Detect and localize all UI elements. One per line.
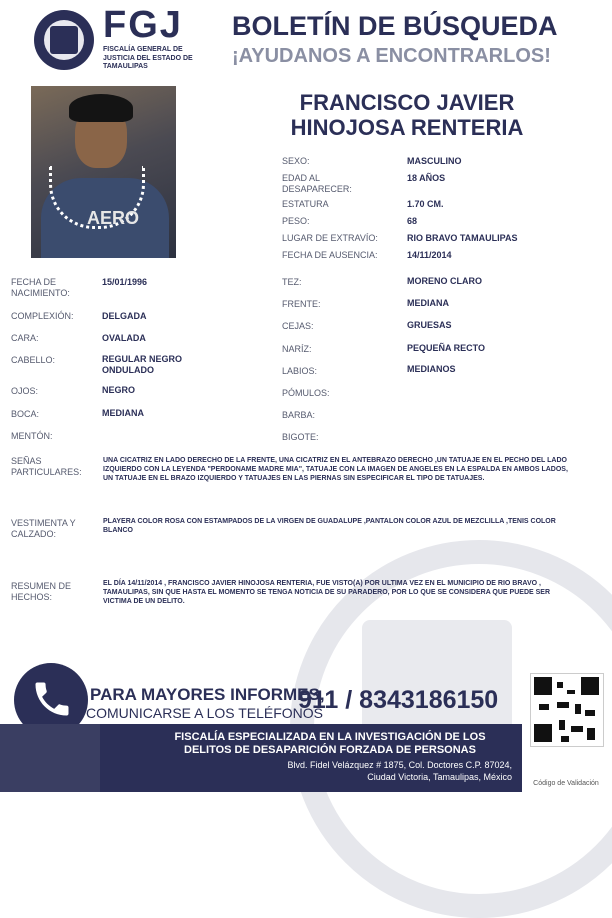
value-edad: 18 AÑOS bbox=[407, 173, 446, 183]
qr-module bbox=[539, 704, 549, 710]
qr-module bbox=[575, 704, 581, 714]
text-resumen: EL DÍA 14/11/2014 , FRANCISCO JAVIER HINOJOSA RENTERIA, FUE VISTO(A) POR ULTIMA VEZ EN EL MUNICIPIO DE RIO BRAVO , TAMAULIPAS, SIN QUE HASTA EL MOMENTO SE TENGA NOTICIA DE SU PARADERO, POR LO QUE SE CONSIDERA QUE PUEDE SER VICTIMA DE UN DELITO. bbox=[103, 580, 551, 605]
label-sexo: SEXO: bbox=[282, 156, 310, 166]
text-vestimenta: PLAYERA COLOR ROSA CON ESTAMPADOS DE LA VIRGEN DE GUADALUPE ,PANTALON COLOR AZUL DE MEZCLILLA ,TENIS COLOR BLANCO bbox=[103, 518, 556, 534]
fiscalia-address bbox=[150, 759, 512, 783]
label-complexion: COMPLEXIÓN: bbox=[11, 311, 74, 321]
label-boca: BOCA: bbox=[11, 409, 40, 419]
label-labios: LABIOS: bbox=[282, 366, 318, 376]
comunicarse-text: COMUNICARSE A LOS TELÉFONOS bbox=[86, 705, 324, 721]
qr-module bbox=[587, 728, 595, 740]
fgj-logo-subtitle: FISCALÍA GENERAL DE JUSTICIA DEL ESTADO DE TAMAULIPAS bbox=[103, 46, 193, 70]
bulletin-title: BOLETÍN DE BÚSQUEDA bbox=[232, 11, 558, 41]
footer-band-accent bbox=[0, 724, 100, 792]
label-senas: SEÑAS PARTICULARES: bbox=[11, 456, 82, 477]
value-boca: MEDIANA bbox=[102, 408, 144, 418]
value-lugar-extravio: RIO BRAVO TAMAULIPAS bbox=[407, 233, 518, 243]
label-resumen: RESUMEN DE HECHOS: bbox=[11, 581, 72, 602]
phone-number[interactable]: 911 / 8343186150 bbox=[298, 686, 499, 714]
value-frente: MEDIANA bbox=[407, 298, 449, 308]
address-line1: Blvd. Fidel Velázquez # 1875, Col. Doctores C.P. 87024, bbox=[287, 760, 512, 770]
value-ojos: NEGRO bbox=[102, 385, 136, 395]
label-cejas: CEJAS: bbox=[282, 321, 314, 331]
photo-hair bbox=[69, 94, 133, 122]
label-ojos: OJOS: bbox=[11, 386, 39, 396]
photo-shirt-print: AERO bbox=[87, 208, 140, 228]
label-vestimenta: VESTIMENTA Y CALZADO: bbox=[11, 518, 76, 539]
label-barba: BARBA: bbox=[282, 410, 316, 420]
value-nariz: PEQUEÑA RECTO bbox=[407, 343, 486, 353]
qr-module bbox=[567, 690, 575, 694]
value-cara: OVALADA bbox=[102, 333, 146, 343]
qr-module bbox=[585, 710, 595, 716]
address-line2: Ciudad Victoria, Tamaulipas, México bbox=[367, 772, 512, 782]
qr-module bbox=[557, 702, 569, 708]
qr-finder-tl bbox=[534, 677, 552, 695]
qr-module bbox=[559, 720, 565, 730]
label-menton: MENTÓN: bbox=[11, 431, 53, 441]
qr-code[interactable] bbox=[530, 673, 604, 747]
value-peso: 68 bbox=[407, 216, 418, 226]
label-cabello: CABELLO: bbox=[11, 355, 56, 365]
label-frente: FRENTE: bbox=[282, 299, 321, 309]
codigo-validacion: Código de Validación bbox=[533, 780, 599, 787]
qr-finder-tr bbox=[581, 677, 599, 695]
fiscalia-line2: DELITOS DE DESAPARICIÓN FORZADA DE PERSONAS bbox=[184, 744, 476, 756]
phone-icon bbox=[30, 677, 74, 721]
qr-finder-bl bbox=[534, 724, 552, 742]
label-bigote: BIGOTE: bbox=[282, 432, 319, 442]
label-fecha-ausencia: FECHA DE AUSENCIA: bbox=[282, 250, 378, 260]
state-seal-icon bbox=[50, 26, 78, 54]
watermark-seal bbox=[362, 620, 512, 740]
label-cara: CARA: bbox=[11, 333, 39, 343]
fgj-logo-text: FGJ bbox=[103, 4, 183, 46]
person-name-line1: FRANCISCO JAVIER bbox=[299, 90, 515, 115]
value-cejas: GRUESAS bbox=[407, 320, 452, 330]
label-lugar-extravio: LUGAR DE EXTRAVÍO: bbox=[282, 233, 378, 243]
fiscalia-name bbox=[140, 731, 520, 757]
value-estatura: 1.70 CM. bbox=[407, 199, 444, 209]
fiscalia-line1: FISCALÍA ESPECIALIZADA EN LA INVESTIGACIÓN DE LOS bbox=[174, 731, 486, 743]
label-pomulos: PÓMULOS: bbox=[282, 388, 330, 398]
value-fecha-nacimiento: 15/01/1996 bbox=[102, 277, 148, 287]
label-estatura: ESTATURA bbox=[282, 199, 329, 209]
value-labios: MEDIANOS bbox=[407, 364, 456, 374]
informes-text: PARA MAYORES INFORMES, bbox=[90, 685, 325, 704]
text-senas: UNA CICATRIZ EN LADO DERECHO DE LA FRENTE, UNA CICATRIZ EN EL ANTEBRAZO DERECHO ,UN TATUAJE EN EL PECHO DEL LADO IZQUIERDO CON LA LEYENDA "PERDONAME MADRE MIA", TATUAJE CON LA IMAGEN DE ANGELES EN LA ESPALDA EN AMBOS LADOS, UN TATUAJE EN EL BRAZO IZQUIERDO Y TATUAJES EN LAS PIERNAS SIN ESPECIFICAR EL TIPO DE TATUAJES. bbox=[103, 457, 568, 482]
value-complexion: DELGADA bbox=[102, 311, 147, 321]
label-fecha-nacimiento: FECHA DE NACIMIENTO: bbox=[11, 277, 70, 298]
missing-person-photo bbox=[31, 86, 176, 258]
label-nariz: NARÍZ: bbox=[282, 344, 312, 354]
qr-module bbox=[571, 726, 583, 732]
label-peso: PESO: bbox=[282, 216, 310, 226]
label-tez: TEZ: bbox=[282, 277, 302, 287]
value-sexo: MASCULINO bbox=[407, 156, 462, 166]
qr-module bbox=[561, 736, 569, 742]
value-tez: MORENO CLARO bbox=[407, 276, 482, 286]
value-cabello: REGULAR NEGRO ONDULADO bbox=[102, 354, 183, 375]
person-name-line2: HINOJOSA RENTERIA bbox=[290, 115, 524, 140]
bulletin-subtitle: ¡AYUDANOS A ENCONTRARLOS! bbox=[232, 45, 551, 67]
qr-module bbox=[557, 682, 563, 688]
value-fecha-ausencia: 14/11/2014 bbox=[407, 250, 452, 260]
label-edad: EDAD AL DESAPARECER: bbox=[282, 173, 352, 194]
person-name bbox=[232, 90, 582, 140]
